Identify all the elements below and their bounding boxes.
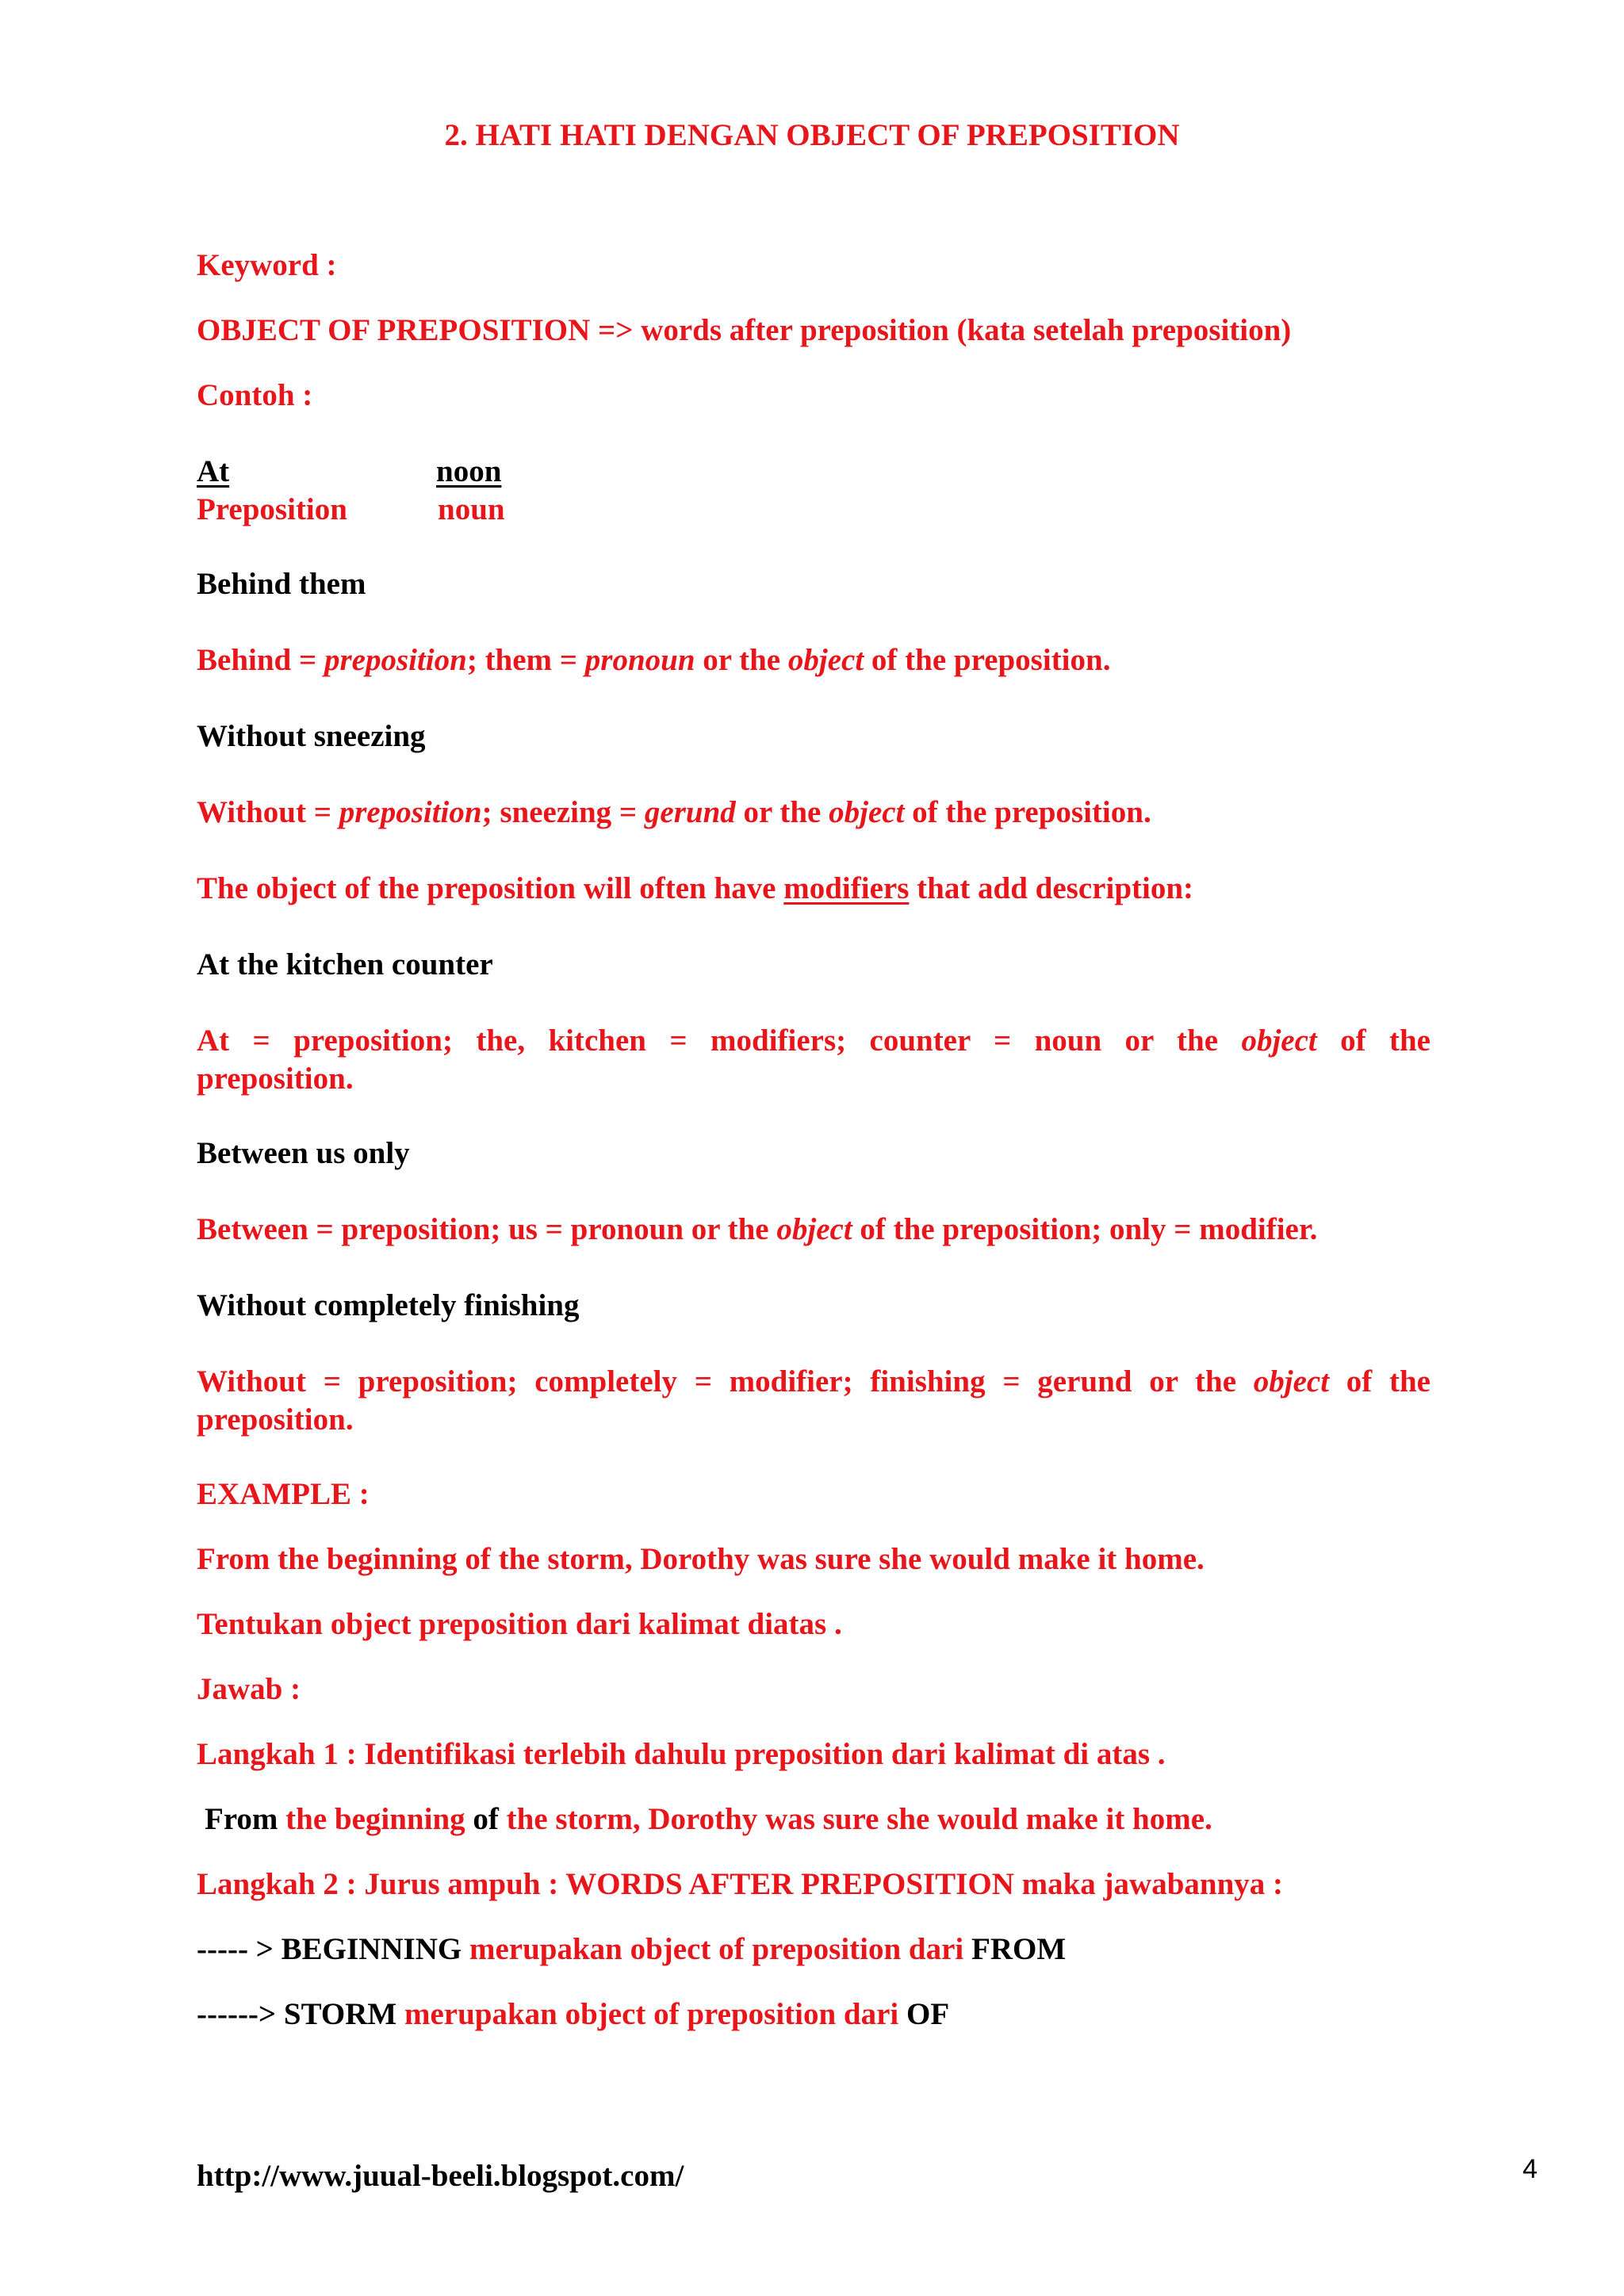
page-title: 2. HATI HATI DENGAN OBJECT OF PREPOSITION	[444, 118, 1180, 152]
example-phrase-3: At the kitchen counter	[197, 947, 493, 982]
answer-1: ----- > BEGINNING merupakan object of preposition dari FROM	[197, 1932, 1067, 1966]
noon-word: noon	[436, 454, 502, 488]
at-word: At	[197, 454, 230, 488]
answer-2: ------> STORM merupakan object of preposition dari OF	[197, 1997, 950, 2031]
modifiers-note: The object of the preposition will often have modifiers that add description:	[197, 871, 1194, 905]
example-explanation-5-cont: preposition.	[197, 1402, 354, 1437]
page-number: 4	[1522, 2154, 1538, 2184]
example-explanation-1: Behind = preposition; them = pronoun or the object of the preposition.	[197, 643, 1111, 677]
example-phrase-4: Between us only	[197, 1136, 410, 1170]
step-1: Langkah 1 : Identifikasi terlebih dahulu preposition dari kalimat di atas .	[197, 1737, 1166, 1771]
example-phrase-1: Behind them	[197, 567, 366, 601]
example-explanation-4: Between = preposition; us = pronoun or the object of the preposition; only = modifier.	[197, 1212, 1318, 1246]
example-task: Tentukan object preposition dari kalimat diatas .	[197, 1607, 842, 1641]
analyzed-sentence: From the beginning of the storm, Dorothy was sure she would make it home.	[205, 1802, 1212, 1836]
jawab-label: Jawab :	[197, 1672, 301, 1706]
example-explanation-2: Without = preposition; sneezing = gerund or the object of the preposition.	[197, 795, 1151, 829]
keyword-definition: OBJECT OF PREPOSITION => words after preposition (kata setelah preposition)	[197, 313, 1292, 347]
footer-url: http://www.juual-beeli.blogspot.com/	[197, 2159, 684, 2193]
example-sentence: From the beginning of the storm, Dorothy was sure she would make it home.	[197, 1542, 1205, 1576]
contoh-label: Contoh :	[197, 378, 313, 412]
preposition-label: Preposition	[197, 492, 347, 526]
example-label: EXAMPLE :	[197, 1477, 370, 1511]
example-explanation-3: At = preposition; the, kitchen = modifiers; counter = noun or the object of the	[197, 1024, 1431, 1058]
example-phrase-2: Without sneezing	[197, 719, 426, 753]
noun-label: noun	[438, 492, 505, 526]
keyword-label: Keyword :	[197, 248, 337, 282]
example-phrase-5: Without completely finishing	[197, 1288, 580, 1322]
example-explanation-5: Without = preposition; completely = modifier; finishing = gerund or the object of the	[197, 1364, 1431, 1399]
example-explanation-3-cont: preposition.	[197, 1062, 354, 1096]
step-2: Langkah 2 : Jurus ampuh : WORDS AFTER PREPOSITION maka jawabannya :	[197, 1867, 1284, 1901]
